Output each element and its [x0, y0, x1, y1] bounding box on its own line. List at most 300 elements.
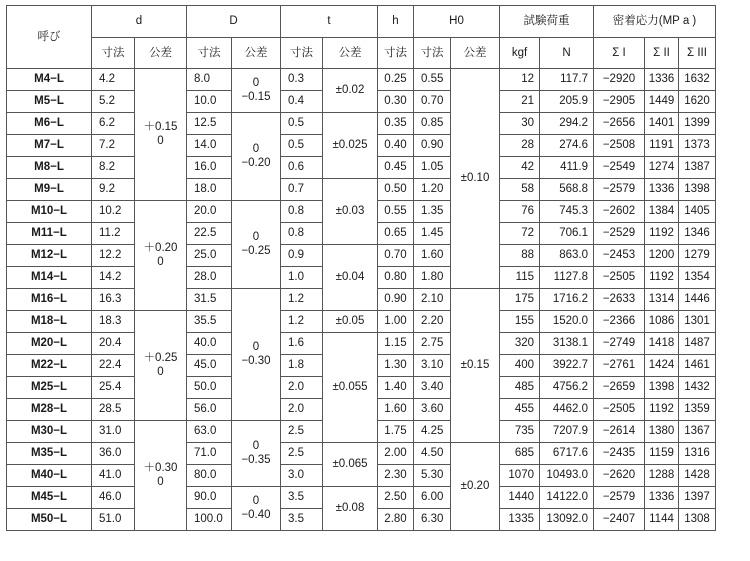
load-newton: 4756.2 — [540, 377, 594, 399]
header-D: D — [187, 6, 281, 38]
header-D-tolerance: 公差 — [232, 38, 281, 69]
stress-sigma-3: 1432 — [679, 377, 716, 399]
stress-sigma-1: −2659 — [594, 377, 645, 399]
D-value: 100.0 — [187, 509, 232, 531]
size-name: M22−L — [7, 355, 92, 377]
H0-value: 1.20 — [414, 179, 451, 201]
load-newton: 4462.0 — [540, 399, 594, 421]
tol-H0-cell: ±0.10 — [451, 69, 500, 289]
stress-sigma-1: −2505 — [594, 267, 645, 289]
header-H0: H0 — [414, 6, 500, 38]
t-value: 0.9 — [281, 245, 323, 267]
t-value: 0.5 — [281, 135, 323, 157]
stress-sigma-3: 1428 — [679, 465, 716, 487]
D-value: 28.0 — [187, 267, 232, 289]
size-name: M11−L — [7, 223, 92, 245]
tol-d-upper: ＋0.25 — [143, 352, 178, 365]
D-value: 20.0 — [187, 201, 232, 223]
t-value: 0.7 — [281, 179, 323, 201]
load-kgf: 735 — [500, 421, 540, 443]
size-name: M9−L — [7, 179, 92, 201]
stress-sigma-2: 1144 — [645, 509, 679, 531]
tol-t-cell: ±0.04 — [323, 245, 378, 311]
load-newton: 745.3 — [540, 201, 594, 223]
size-name: M18−L — [7, 311, 92, 333]
table-row — [7, 443, 716, 465]
stress-sigma-1: −2407 — [594, 509, 645, 531]
tol-t-cell: ±0.02 — [323, 69, 378, 113]
load-newton: 14122.0 — [540, 487, 594, 509]
size-name: M4−L — [7, 69, 92, 91]
t-value: 3.0 — [281, 465, 323, 487]
load-newton: 3922.7 — [540, 355, 594, 377]
table-row — [7, 179, 716, 201]
tol-D-upper: 0 — [252, 231, 260, 244]
d-value: 14.2 — [92, 267, 135, 289]
load-kgf: 1440 — [500, 487, 540, 509]
D-value: 80.0 — [187, 465, 232, 487]
stress-sigma-3: 1301 — [679, 311, 716, 333]
header-sigma-3: Σ III — [679, 38, 716, 69]
H0-value: 6.00 — [414, 487, 451, 509]
size-name: M16−L — [7, 289, 92, 311]
stress-sigma-3: 1446 — [679, 289, 716, 311]
D-value: 35.5 — [187, 311, 232, 333]
stress-sigma-2: 1449 — [645, 91, 679, 113]
tol-D-cell — [232, 421, 281, 487]
load-newton: 1716.2 — [540, 289, 594, 311]
tol-d-lower: 0 — [157, 365, 164, 378]
h-value: 0.70 — [378, 245, 414, 267]
size-name: M35−L — [7, 443, 92, 465]
stress-sigma-1: −2905 — [594, 91, 645, 113]
stress-sigma-2: 1086 — [645, 311, 679, 333]
stress-sigma-2: 1401 — [645, 113, 679, 135]
stress-sigma-3: 1399 — [679, 113, 716, 135]
D-value: 12.5 — [187, 113, 232, 135]
size-name: M28−L — [7, 399, 92, 421]
load-newton: 1520.0 — [540, 311, 594, 333]
H0-value: 0.70 — [414, 91, 451, 113]
tol-D-cell — [232, 487, 281, 531]
header-H0-size: 寸法 — [414, 38, 451, 69]
tol-D-cell — [232, 289, 281, 421]
stress-sigma-2: 1314 — [645, 289, 679, 311]
header-t-size: 寸法 — [281, 38, 323, 69]
H0-value: 3.60 — [414, 399, 451, 421]
load-newton: 294.2 — [540, 113, 594, 135]
table-row — [7, 487, 716, 509]
d-value: 4.2 — [92, 69, 135, 91]
D-value: 31.5 — [187, 289, 232, 311]
stress-sigma-3: 1346 — [679, 223, 716, 245]
tol-d-cell — [135, 201, 187, 311]
D-value: 22.5 — [187, 223, 232, 245]
tol-D-lower: −0.15 — [241, 90, 271, 103]
table-body — [7, 6, 716, 531]
load-kgf: 88 — [500, 245, 540, 267]
header-contact-stress: 密着応力(MP a ) — [594, 6, 716, 38]
t-value: 1.2 — [281, 289, 323, 311]
stress-sigma-3: 1405 — [679, 201, 716, 223]
D-value: 50.0 — [187, 377, 232, 399]
load-newton: 706.1 — [540, 223, 594, 245]
stress-sigma-1: −2435 — [594, 443, 645, 465]
stress-sigma-2: 1398 — [645, 377, 679, 399]
tol-d-cell — [135, 421, 187, 531]
d-value: 11.2 — [92, 223, 135, 245]
washer-spec-table — [6, 5, 716, 531]
stress-sigma-2: 1192 — [645, 223, 679, 245]
d-value: 22.4 — [92, 355, 135, 377]
tol-D-cell — [232, 201, 281, 289]
tol-d-cell — [135, 69, 187, 201]
h-value: 0.80 — [378, 267, 414, 289]
load-kgf: 42 — [500, 157, 540, 179]
D-value: 56.0 — [187, 399, 232, 421]
size-name: M40−L — [7, 465, 92, 487]
D-value: 8.0 — [187, 69, 232, 91]
tol-t-cell: ±0.065 — [323, 443, 378, 487]
spec-table-container — [6, 5, 716, 531]
H0-value: 5.30 — [414, 465, 451, 487]
stress-sigma-2: 1336 — [645, 69, 679, 91]
header-d: d — [92, 6, 187, 38]
stress-sigma-1: −2505 — [594, 399, 645, 421]
load-newton: 568.8 — [540, 179, 594, 201]
stress-sigma-1: −2602 — [594, 201, 645, 223]
load-kgf: 175 — [500, 289, 540, 311]
tol-t-cell: ±0.055 — [323, 333, 378, 443]
stress-sigma-2: 1274 — [645, 157, 679, 179]
table-row — [7, 333, 716, 355]
h-value: 2.30 — [378, 465, 414, 487]
header-row-sub — [7, 38, 716, 69]
d-value: 7.2 — [92, 135, 135, 157]
D-value: 10.0 — [187, 91, 232, 113]
H0-value: 1.05 — [414, 157, 451, 179]
stress-sigma-1: −2579 — [594, 487, 645, 509]
stress-sigma-2: 1384 — [645, 201, 679, 223]
d-value: 25.4 — [92, 377, 135, 399]
stress-sigma-1: −2761 — [594, 355, 645, 377]
load-newton: 863.0 — [540, 245, 594, 267]
t-value: 0.3 — [281, 69, 323, 91]
header-d-tolerance: 公差 — [135, 38, 187, 69]
d-value: 9.2 — [92, 179, 135, 201]
load-newton: 13092.0 — [540, 509, 594, 531]
h-value: 1.75 — [378, 421, 414, 443]
size-name: M45−L — [7, 487, 92, 509]
header-t-tolerance: 公差 — [323, 38, 378, 69]
tol-H0-cell: ±0.20 — [451, 443, 500, 531]
stress-sigma-3: 1279 — [679, 245, 716, 267]
stress-sigma-1: −2614 — [594, 421, 645, 443]
header-name: 呼び — [7, 6, 92, 69]
h-value: 1.60 — [378, 399, 414, 421]
tol-D-lower: −0.35 — [241, 453, 271, 466]
t-value: 3.5 — [281, 509, 323, 531]
t-value: 0.8 — [281, 201, 323, 223]
tol-d-cell — [135, 311, 187, 421]
header-sigma-2: Σ II — [645, 38, 679, 69]
tol-t-cell: ±0.08 — [323, 487, 378, 531]
D-value: 14.0 — [187, 135, 232, 157]
stress-sigma-3: 1373 — [679, 135, 716, 157]
H0-value: 1.80 — [414, 267, 451, 289]
d-value: 20.4 — [92, 333, 135, 355]
h-value: 0.35 — [378, 113, 414, 135]
stress-sigma-1: −2579 — [594, 179, 645, 201]
h-value: 1.00 — [378, 311, 414, 333]
stress-sigma-1: −2749 — [594, 333, 645, 355]
load-newton: 1127.8 — [540, 267, 594, 289]
t-value: 2.0 — [281, 377, 323, 399]
tol-d-upper: ＋0.15 — [143, 121, 178, 134]
stress-sigma-2: 1159 — [645, 443, 679, 465]
H0-value: 0.90 — [414, 135, 451, 157]
stress-sigma-1: −2549 — [594, 157, 645, 179]
D-value: 16.0 — [187, 157, 232, 179]
d-value: 5.2 — [92, 91, 135, 113]
d-value: 41.0 — [92, 465, 135, 487]
size-name: M25−L — [7, 377, 92, 399]
h-value: 0.45 — [378, 157, 414, 179]
header-test-load: 試験荷重 — [500, 6, 594, 38]
load-kgf: 58 — [500, 179, 540, 201]
H0-value: 6.30 — [414, 509, 451, 531]
header-D-size: 寸法 — [187, 38, 232, 69]
stress-sigma-3: 1387 — [679, 157, 716, 179]
tol-t-cell: ±0.025 — [323, 113, 378, 179]
D-value: 63.0 — [187, 421, 232, 443]
stress-sigma-2: 1380 — [645, 421, 679, 443]
H0-value: 3.10 — [414, 355, 451, 377]
stress-sigma-2: 1336 — [645, 179, 679, 201]
tol-d-upper: ＋0.30 — [143, 462, 178, 475]
size-name: M5−L — [7, 91, 92, 113]
t-value: 1.8 — [281, 355, 323, 377]
load-kgf: 115 — [500, 267, 540, 289]
stress-sigma-2: 1192 — [645, 267, 679, 289]
stress-sigma-2: 1192 — [645, 399, 679, 421]
header-H0-tolerance: 公差 — [451, 38, 500, 69]
load-newton: 3138.1 — [540, 333, 594, 355]
header-d-size: 寸法 — [92, 38, 135, 69]
stress-sigma-1: −2508 — [594, 135, 645, 157]
h-value: 0.50 — [378, 179, 414, 201]
tol-D-upper: 0 — [252, 143, 260, 156]
H0-value: 1.60 — [414, 245, 451, 267]
d-value: 8.2 — [92, 157, 135, 179]
d-value: 18.3 — [92, 311, 135, 333]
tol-D-upper: 0 — [252, 341, 260, 354]
H0-value: 3.40 — [414, 377, 451, 399]
tol-d-upper: ＋0.20 — [143, 242, 178, 255]
tol-D-lower: −0.25 — [241, 244, 271, 257]
header-newton: N — [540, 38, 594, 69]
h-value: 2.80 — [378, 509, 414, 531]
table-row — [7, 113, 716, 135]
size-name: M14−L — [7, 267, 92, 289]
tol-D-cell — [232, 69, 281, 113]
header-row-top — [7, 6, 716, 38]
tol-D-lower: −0.20 — [241, 156, 271, 169]
header-h-size: 寸法 — [378, 38, 414, 69]
load-kgf: 455 — [500, 399, 540, 421]
stress-sigma-3: 1620 — [679, 91, 716, 113]
size-name: M20−L — [7, 333, 92, 355]
stress-sigma-2: 1424 — [645, 355, 679, 377]
d-value: 31.0 — [92, 421, 135, 443]
t-value: 0.5 — [281, 113, 323, 135]
load-newton: 10493.0 — [540, 465, 594, 487]
h-value: 0.25 — [378, 69, 414, 91]
stress-sigma-3: 1632 — [679, 69, 716, 91]
tol-d-lower: 0 — [157, 475, 164, 488]
table-row — [7, 311, 716, 333]
t-value: 2.5 — [281, 421, 323, 443]
size-name: M30−L — [7, 421, 92, 443]
d-value: 16.3 — [92, 289, 135, 311]
load-kgf: 155 — [500, 311, 540, 333]
stress-sigma-1: −2620 — [594, 465, 645, 487]
load-kgf: 12 — [500, 69, 540, 91]
d-value: 36.0 — [92, 443, 135, 465]
H0-value: 0.85 — [414, 113, 451, 135]
tol-D-lower: −0.40 — [241, 508, 271, 521]
tol-t-cell: ±0.05 — [323, 311, 378, 333]
t-value: 1.6 — [281, 333, 323, 355]
D-value: 45.0 — [187, 355, 232, 377]
load-kgf: 485 — [500, 377, 540, 399]
t-value: 0.6 — [281, 157, 323, 179]
stress-sigma-3: 1398 — [679, 179, 716, 201]
table-row — [7, 69, 716, 91]
stress-sigma-2: 1418 — [645, 333, 679, 355]
load-kgf: 400 — [500, 355, 540, 377]
h-value: 1.15 — [378, 333, 414, 355]
t-value: 3.5 — [281, 487, 323, 509]
H0-value: 1.45 — [414, 223, 451, 245]
stress-sigma-1: −2366 — [594, 311, 645, 333]
load-kgf: 320 — [500, 333, 540, 355]
load-kgf: 76 — [500, 201, 540, 223]
load-kgf: 30 — [500, 113, 540, 135]
D-value: 90.0 — [187, 487, 232, 509]
stress-sigma-3: 1487 — [679, 333, 716, 355]
size-name: M8−L — [7, 157, 92, 179]
tol-D-upper: 0 — [252, 495, 260, 508]
t-value: 0.4 — [281, 91, 323, 113]
stress-sigma-2: 1336 — [645, 487, 679, 509]
d-value: 10.2 — [92, 201, 135, 223]
stress-sigma-1: −2453 — [594, 245, 645, 267]
load-newton: 274.6 — [540, 135, 594, 157]
stress-sigma-1: −2529 — [594, 223, 645, 245]
stress-sigma-3: 1354 — [679, 267, 716, 289]
d-value: 51.0 — [92, 509, 135, 531]
load-kgf: 21 — [500, 91, 540, 113]
h-value: 1.40 — [378, 377, 414, 399]
stress-sigma-2: 1191 — [645, 135, 679, 157]
size-name: M7−L — [7, 135, 92, 157]
D-value: 18.0 — [187, 179, 232, 201]
t-value: 2.5 — [281, 443, 323, 465]
H0-value: 0.55 — [414, 69, 451, 91]
stress-sigma-1: −2656 — [594, 113, 645, 135]
header-h: h — [378, 6, 414, 38]
h-value: 2.00 — [378, 443, 414, 465]
stress-sigma-3: 1461 — [679, 355, 716, 377]
tol-D-upper: 0 — [252, 77, 260, 90]
h-value: 0.40 — [378, 135, 414, 157]
header-t: t — [281, 6, 378, 38]
H0-value: 2.75 — [414, 333, 451, 355]
d-value: 12.2 — [92, 245, 135, 267]
stress-sigma-2: 1288 — [645, 465, 679, 487]
size-name: M12−L — [7, 245, 92, 267]
H0-value: 2.10 — [414, 289, 451, 311]
h-value: 0.30 — [378, 91, 414, 113]
d-value: 28.5 — [92, 399, 135, 421]
table-row — [7, 245, 716, 267]
tol-d-lower: 0 — [157, 255, 164, 268]
tol-D-cell — [232, 113, 281, 201]
tol-D-lower: −0.30 — [241, 354, 271, 367]
load-newton: 205.9 — [540, 91, 594, 113]
load-kgf: 1070 — [500, 465, 540, 487]
h-value: 0.90 — [378, 289, 414, 311]
H0-value: 4.25 — [414, 421, 451, 443]
load-kgf: 72 — [500, 223, 540, 245]
D-value: 71.0 — [187, 443, 232, 465]
stress-sigma-3: 1397 — [679, 487, 716, 509]
load-kgf: 1335 — [500, 509, 540, 531]
stress-sigma-3: 1308 — [679, 509, 716, 531]
t-value: 0.8 — [281, 223, 323, 245]
load-newton: 411.9 — [540, 157, 594, 179]
load-newton: 6717.6 — [540, 443, 594, 465]
size-name: M50−L — [7, 509, 92, 531]
tol-d-lower: 0 — [157, 134, 164, 147]
tol-D-upper: 0 — [252, 440, 260, 453]
h-value: 0.55 — [378, 201, 414, 223]
load-kgf: 685 — [500, 443, 540, 465]
D-value: 25.0 — [187, 245, 232, 267]
H0-value: 4.50 — [414, 443, 451, 465]
header-sigma-1: Σ I — [594, 38, 645, 69]
stress-sigma-1: −2633 — [594, 289, 645, 311]
H0-value: 1.35 — [414, 201, 451, 223]
load-newton: 117.7 — [540, 69, 594, 91]
tol-t-cell: ±0.03 — [323, 179, 378, 245]
h-value: 1.30 — [378, 355, 414, 377]
stress-sigma-3: 1359 — [679, 399, 716, 421]
stress-sigma-3: 1367 — [679, 421, 716, 443]
stress-sigma-2: 1200 — [645, 245, 679, 267]
stress-sigma-3: 1316 — [679, 443, 716, 465]
D-value: 40.0 — [187, 333, 232, 355]
H0-value: 2.20 — [414, 311, 451, 333]
header-kgf: kgf — [500, 38, 540, 69]
stress-sigma-1: −2920 — [594, 69, 645, 91]
d-value: 46.0 — [92, 487, 135, 509]
t-value: 1.2 — [281, 311, 323, 333]
d-value: 6.2 — [92, 113, 135, 135]
size-name: M6−L — [7, 113, 92, 135]
h-value: 0.65 — [378, 223, 414, 245]
